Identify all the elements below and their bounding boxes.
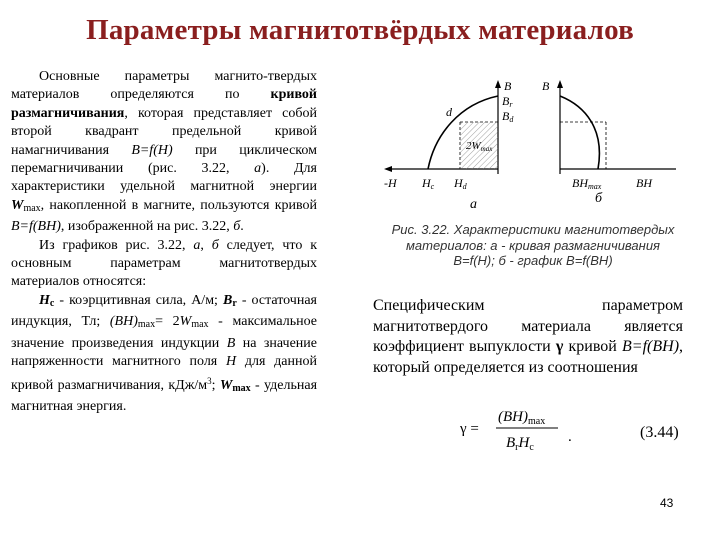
formula-inline: B=f(BH) xyxy=(11,219,61,235)
subscript: с xyxy=(49,297,55,309)
br-label: Br xyxy=(502,94,513,109)
text-span: кривой xyxy=(563,338,623,356)
text-span: - коэрцитивная сила, А/м; xyxy=(54,292,223,308)
symbol: W xyxy=(179,314,192,330)
axis-label-b: B xyxy=(504,79,512,93)
subscript: max xyxy=(191,319,209,331)
paragraph-3 xyxy=(11,292,317,416)
hc-label: Hc xyxy=(422,176,435,191)
formula-denominator: $B_rH_c$ xyxy=(506,435,534,453)
formula-inline: B=f(H) xyxy=(131,142,173,158)
subscript: max xyxy=(137,319,156,331)
plot-a-label: а xyxy=(470,197,477,212)
formula-dot: . xyxy=(568,429,572,445)
symbol: B xyxy=(226,335,236,351)
symbol: γ xyxy=(555,338,564,356)
text-span: = 2 xyxy=(155,314,180,330)
text-span: при циклическом перемагничивании (рис. 3.22, xyxy=(11,142,317,177)
text-span: для данной кривой размагничивания, кДж/м xyxy=(11,354,317,393)
text-span: ). Для характеристики удельной магнитной энергии xyxy=(11,161,317,195)
fig-ref: а xyxy=(193,237,201,253)
caption-line: Рис. 3.22. Характеристики магнитотвердых xyxy=(391,222,675,237)
arrow-up-icon xyxy=(557,80,563,88)
text-span: - остаточная индукция, Тл; xyxy=(11,292,317,330)
symbol: W xyxy=(11,197,24,213)
bold-term: кривой размагничивания xyxy=(11,87,317,121)
figure-caption xyxy=(374,222,692,269)
bhmax-label: BHmax xyxy=(572,176,602,191)
subscript: max xyxy=(232,382,251,394)
text-span: - максимальное значение произведения индукции xyxy=(11,314,317,351)
formula-numerator: $(BH)_{max}$ xyxy=(498,409,546,427)
superscript: 3 xyxy=(207,375,212,386)
caption-line: B=f(H); б - график B=f(BH) xyxy=(453,253,613,268)
text-span: , который определяется из соотношения xyxy=(373,338,684,376)
formula-lhs: γ = xyxy=(460,421,479,437)
d-point-label: d xyxy=(446,105,452,119)
demagnetization-plot xyxy=(384,79,514,212)
text-span: , которая представляет собой второй квадрант предельной кривой намагничивания xyxy=(11,105,317,158)
formula-3-44 xyxy=(458,403,578,455)
equation-number: (3.44) xyxy=(640,424,679,441)
text-span: следует, что к основным параметрам магнитотвердых материалов относятся: xyxy=(11,237,317,290)
text-span: Специфическим параметром магнитотвердого материала является коэффициент выпуклости xyxy=(373,297,683,356)
caption-line: материалов: а - кривая размагничивания xyxy=(405,237,660,253)
paragraph-1 xyxy=(11,68,317,237)
subscript: r xyxy=(232,297,237,309)
arrow-left-icon xyxy=(384,166,392,172)
bd-label: Bd xyxy=(502,109,514,124)
hd-label: Hd xyxy=(454,176,467,191)
formula-inline: B=f(BH) xyxy=(622,338,680,356)
symbol: B xyxy=(222,292,233,308)
fig-ref: б xyxy=(233,219,241,235)
axis-label-b: B xyxy=(542,79,550,93)
symbol: (BH) xyxy=(109,314,138,330)
subscript: max xyxy=(23,202,41,214)
wmax-label: 2Wmax xyxy=(466,140,493,153)
paragraph-2 xyxy=(11,237,317,292)
bh-axis-label: BH xyxy=(636,176,652,190)
arrow-up-icon xyxy=(495,80,501,88)
text-span: на значение напряженности магнитного поля xyxy=(11,335,317,370)
fig-ref: а xyxy=(254,161,262,177)
text-span: . xyxy=(240,219,244,235)
text-span: , изображенной на рис. 3.22, xyxy=(60,219,234,235)
right-text-column xyxy=(373,296,683,378)
fig-ref: б xyxy=(211,237,219,253)
text-span: ; xyxy=(211,377,220,393)
symbol: H xyxy=(226,354,237,370)
symbol: W xyxy=(219,377,233,393)
neg-h-label: -H xyxy=(384,176,397,190)
plot-b-label: б xyxy=(595,191,603,206)
page-title: Параметры магнитотвёрдых материалов xyxy=(86,14,634,46)
energy-curve xyxy=(560,96,599,169)
page-number: 43 xyxy=(660,496,674,510)
left-text-column xyxy=(11,68,317,416)
paragraph-gamma xyxy=(373,296,683,378)
text-span: - удельная магнитная энергия. xyxy=(11,377,318,414)
energy-plot xyxy=(542,79,676,206)
text-span: Основные параметры магнито-твердых материалов определяются по xyxy=(11,69,317,103)
symbol: H xyxy=(39,292,50,308)
text-span: , xyxy=(200,237,212,253)
text-span: , накопленной в магните, пользуются кривой xyxy=(40,197,317,213)
text-span: Из графиков рис. 3.22, xyxy=(39,237,194,253)
